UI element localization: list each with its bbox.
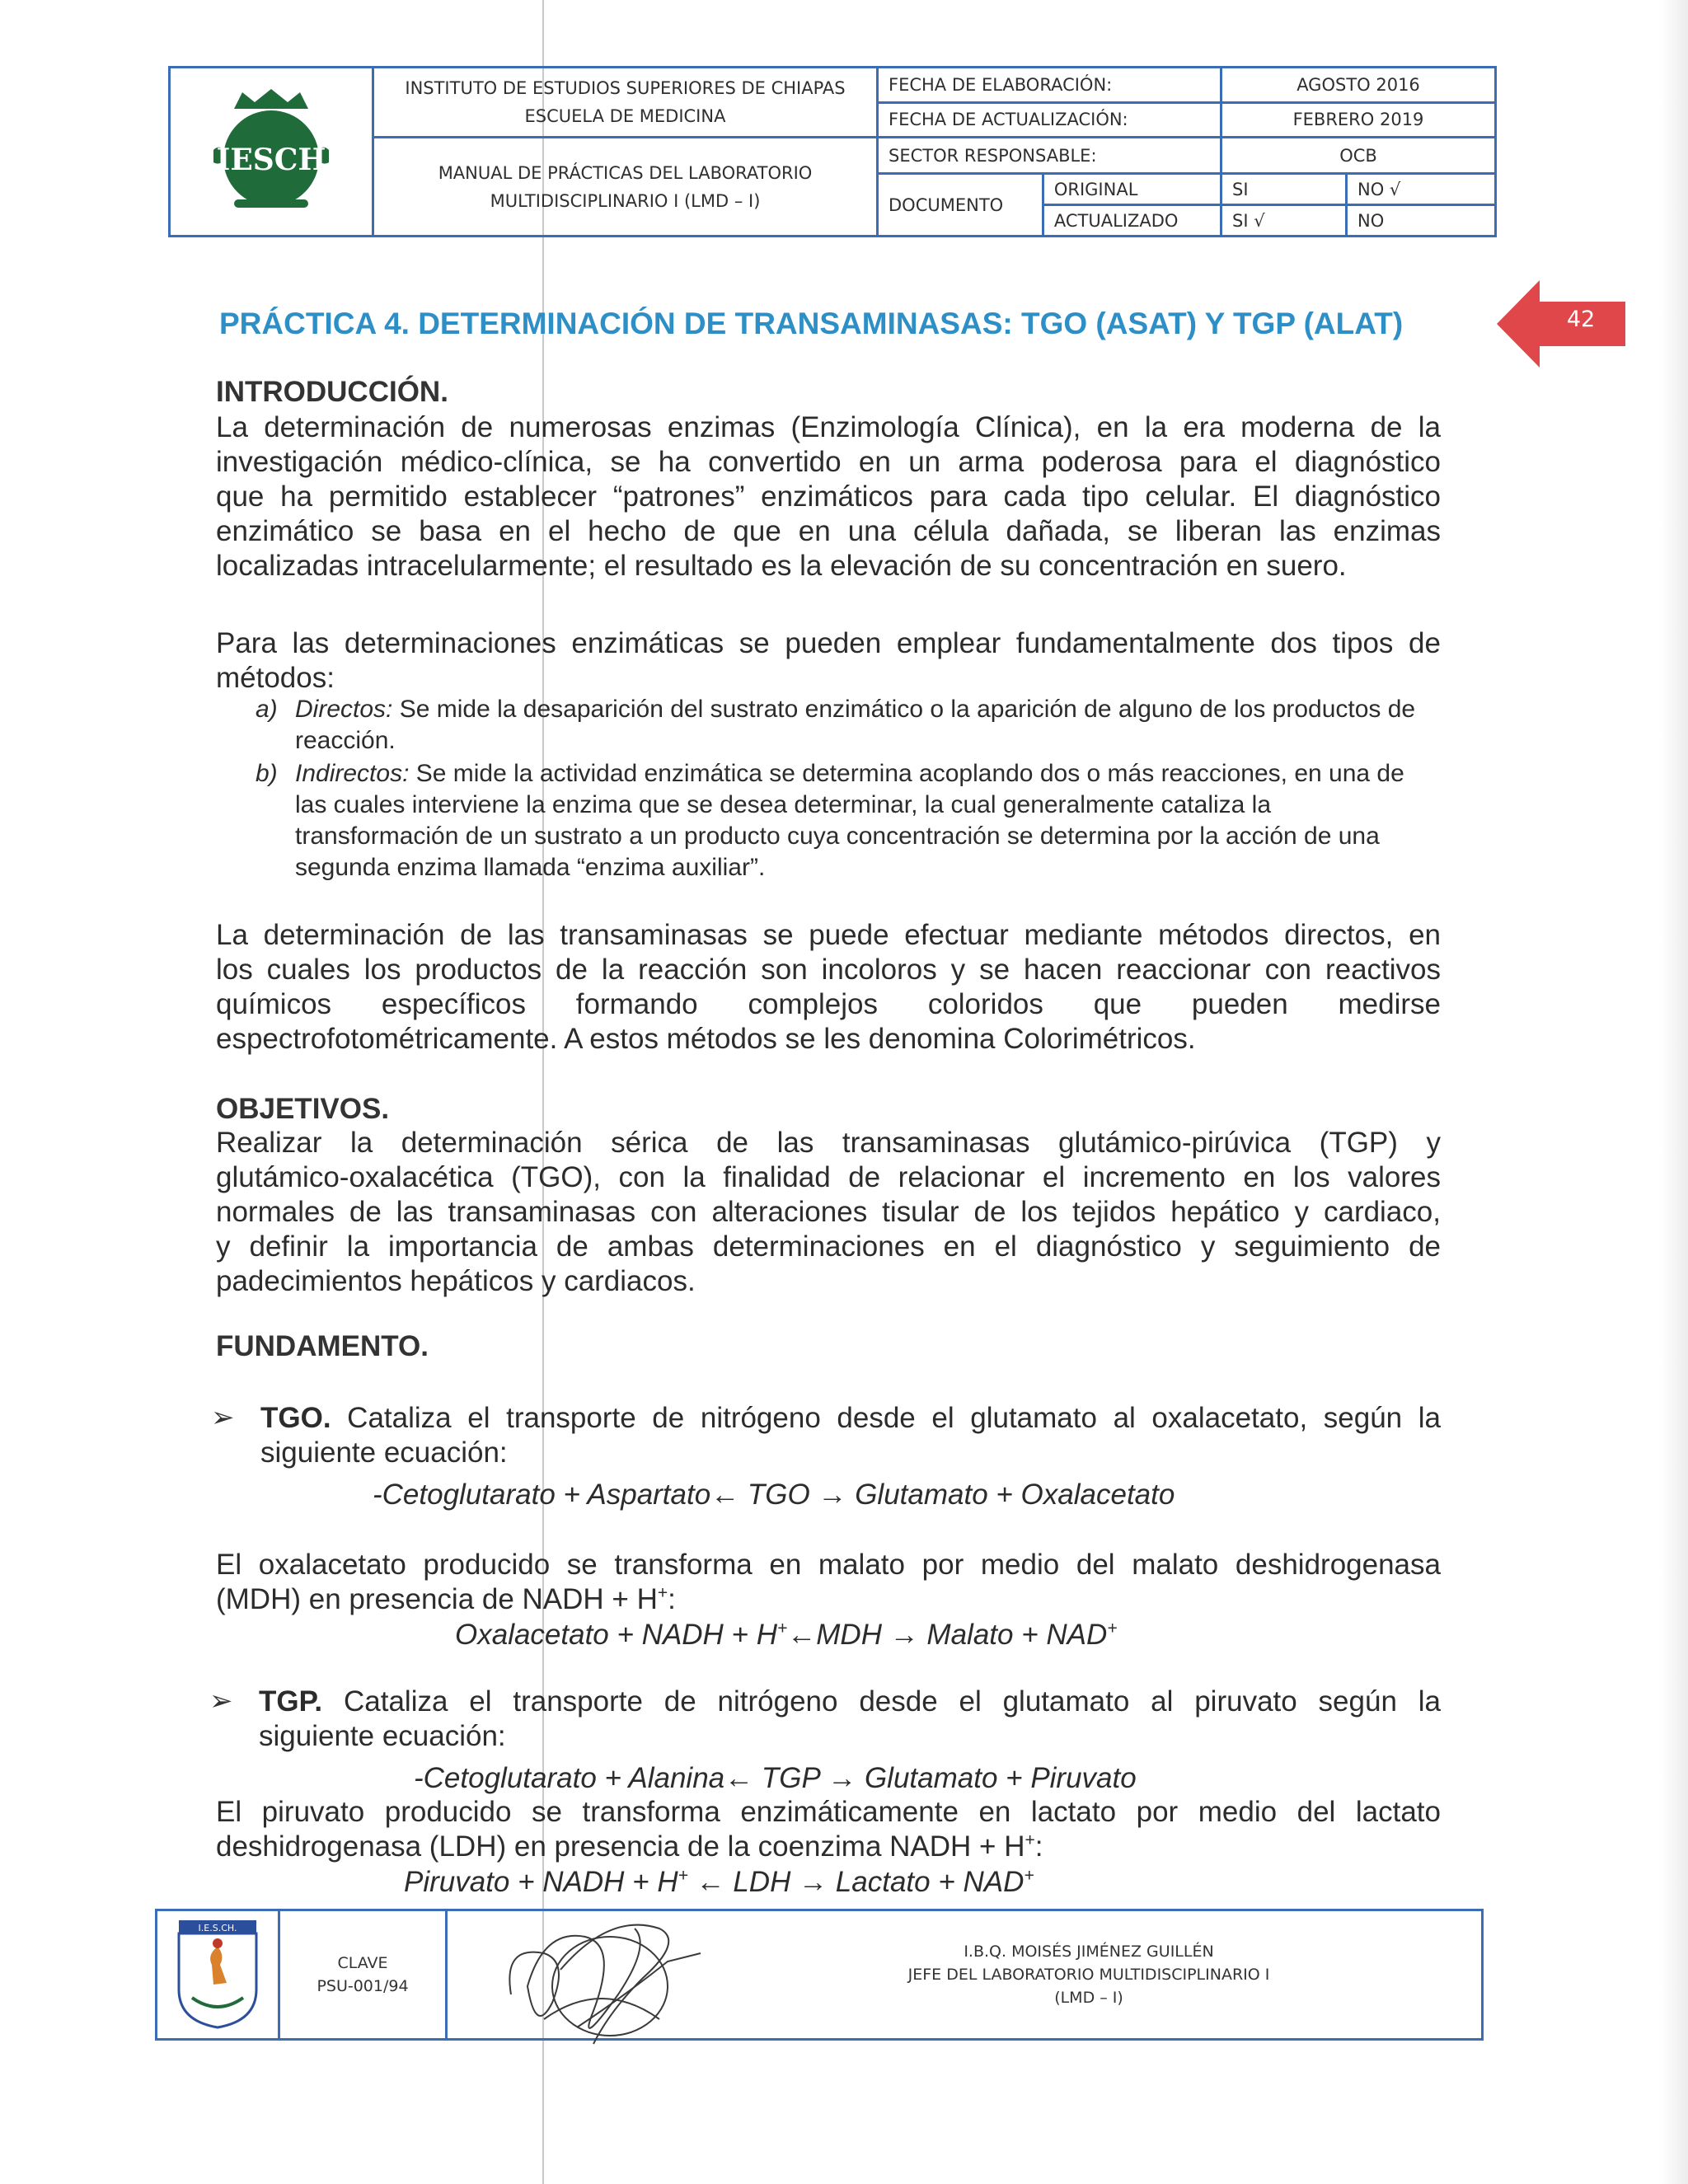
text-line: métodos: bbox=[216, 662, 335, 694]
superscript: + bbox=[657, 1583, 668, 1603]
objetivos-heading: OBJETIVOS. bbox=[216, 1093, 390, 1125]
tgo-label: TGO. bbox=[260, 1402, 331, 1434]
equation-tgo: -Cetoglutarato + Aspartato← TGO → Glutamato + Oxalacetato bbox=[373, 1479, 1175, 1511]
ldh-text: deshidrogenasa (LDH) en presencia de la coenzima NADH + H bbox=[216, 1830, 1025, 1863]
iesch-logo bbox=[170, 68, 373, 237]
original-no: NO √ bbox=[1346, 174, 1495, 205]
superscript: + bbox=[777, 1619, 788, 1638]
text-line: La determinación de numerosas enzimas (Enzimología Clínica), en la era moderna de la bbox=[216, 411, 1441, 443]
ldh-colon: : bbox=[1034, 1830, 1043, 1863]
superscript: + bbox=[1107, 1619, 1118, 1638]
text-line: Para las determinaciones enzimáticas se pueden emplear fundamentalmente dos tipos de bbox=[216, 627, 1441, 659]
text-line: padecimientos hepáticos y cardiacos. bbox=[216, 1265, 696, 1297]
text-line: siguiente ecuación: bbox=[259, 1720, 506, 1752]
elab-value: AGOSTO 2016 bbox=[1221, 68, 1496, 103]
intro-paragraph-3 bbox=[216, 918, 1441, 1057]
svg-text:IESCH: IESCH bbox=[216, 142, 326, 177]
equation-ldh bbox=[404, 1866, 1034, 1899]
manual-line-2: MULTIDISCIPLINARIO I (LMD – I) bbox=[490, 190, 761, 211]
list-item bbox=[256, 758, 1441, 883]
institution-cell bbox=[373, 68, 878, 138]
iesch-logo-icon bbox=[209, 84, 333, 216]
handwritten-signature bbox=[495, 1896, 709, 2060]
text-line: El oxalacetato producido se transforma en malato por medio del malato deshidrogenasa bbox=[216, 1549, 1441, 1581]
superscript: + bbox=[1024, 1866, 1034, 1886]
actualizado-no: NO bbox=[1346, 205, 1495, 237]
documento-label: DOCUMENTO bbox=[878, 174, 1043, 237]
eq-part: ←MDH → Malato + NAD bbox=[787, 1619, 1108, 1651]
school-name: ESCUELA DE MEDICINA bbox=[524, 106, 726, 126]
methods-list bbox=[256, 694, 1441, 885]
text-line: siguiente ecuación: bbox=[260, 1436, 508, 1469]
superscript: + bbox=[1025, 1830, 1035, 1850]
objetivos-paragraph bbox=[216, 1126, 1441, 1299]
intro-heading: INTRODUCCIÓN. bbox=[216, 376, 448, 408]
text-line bbox=[216, 1830, 1441, 1864]
clave-label: CLAVE bbox=[337, 1954, 388, 1972]
sector-label: SECTOR RESPONSABLE: bbox=[878, 138, 1221, 174]
actualizado-label: ACTUALIZADO bbox=[1043, 205, 1221, 237]
footer-seal bbox=[157, 1910, 279, 2040]
practice-title: PRÁCTICA 4. DETERMINACIÓN DE TRANSAMINASAS: TGO (ASAT) Y TGP (ALAT) bbox=[219, 307, 1404, 340]
clave-value: PSU-001/94 bbox=[316, 1977, 409, 1995]
text-line: normales de las transaminasas con alteraciones tisular de los tejidos hepático y cardiaco, bbox=[216, 1196, 1441, 1228]
tgp-label: TGP. bbox=[259, 1685, 323, 1718]
text-line bbox=[216, 1582, 1441, 1617]
manual-line-1: MANUAL DE PRÁCTICAS DEL LABORATORIO bbox=[438, 162, 813, 183]
eq-part: Piruvato + NADH + H bbox=[404, 1866, 678, 1898]
mdh-paragraph bbox=[216, 1548, 1441, 1617]
act-value: FEBRERO 2019 bbox=[1221, 102, 1496, 138]
actualizado-si: SI √ bbox=[1221, 205, 1347, 237]
tgp-paragraph bbox=[259, 1685, 1441, 1754]
list-item bbox=[256, 694, 1441, 757]
text-line: investigación médico-clínica, se ha convertido en un arma poderosa para el diagnóstico bbox=[216, 446, 1441, 478]
list-keyword: Directos: bbox=[295, 696, 393, 723]
text-line: espectrofotométricamente. A estos métodos se les denomina Colorimétricos. bbox=[216, 1023, 1196, 1055]
text-line: Realizar la determinación sérica de las transaminasas glutámico-pirúvica (TGP) y bbox=[216, 1127, 1441, 1159]
scan-edge-shadow bbox=[1660, 0, 1688, 2184]
seal-icon bbox=[172, 1915, 263, 2031]
svg-text:I.E.S.CH.: I.E.S.CH. bbox=[198, 1922, 237, 1933]
original-si: SI bbox=[1221, 174, 1347, 205]
list-keyword: Indirectos: bbox=[295, 760, 410, 787]
text-line: El piruvato producido se transforma enzimáticamente en lactato por medio del lactato bbox=[216, 1796, 1441, 1828]
header-table bbox=[168, 66, 1497, 237]
text-line bbox=[260, 1401, 1441, 1436]
arrow-bullet-icon: ➢ bbox=[209, 1685, 233, 1717]
intro-paragraph-1 bbox=[216, 410, 1441, 583]
text-line: La determinación de las transaminasas se puede efectuar mediante métodos directos, en bbox=[216, 919, 1441, 951]
mdh-text: (MDH) en presencia de NADH + H bbox=[216, 1583, 658, 1615]
list-marker: b) bbox=[256, 760, 278, 787]
act-label: FECHA DE ACTUALIZACIÓN: bbox=[878, 102, 1221, 138]
tgp-text: Cataliza el transporte de nitrógeno desde el glutamato al piruvato según la bbox=[322, 1685, 1441, 1718]
responsible-unit: (LMD – I) bbox=[1054, 1989, 1123, 2007]
text-line: y definir la importancia de ambas determinaciones en el diagnóstico y seguimiento de bbox=[216, 1230, 1441, 1263]
footer-responsible bbox=[696, 1910, 1483, 2040]
equation-tgp: -Cetoglutarato + Alanina← TGP → Glutamato + Piruvato bbox=[414, 1762, 1137, 1794]
list-text: Se mide la actividad enzimática se determina acoplando dos o más reacciones, en una de las cuales interviene la enzima que se desea determinar, la cual generalmente cataliza la transformación de un sustrato a un producto cuya concentración se determina por la acción de una segunda enzima llamada “enzima auxiliar”. bbox=[295, 760, 1404, 881]
manual-cell bbox=[373, 138, 878, 237]
footer-clave bbox=[279, 1910, 447, 2040]
mdh-colon: : bbox=[668, 1583, 676, 1615]
text-line: localizadas intracelularmente; el resultado es la elevación de su concentración en suero. bbox=[216, 550, 1347, 582]
text-line: químicos específicos formando complejos coloridos que pueden medirse bbox=[216, 988, 1441, 1020]
list-marker: a) bbox=[256, 696, 278, 723]
arrow-bullet-icon: ➢ bbox=[211, 1402, 235, 1433]
ldh-paragraph bbox=[216, 1795, 1441, 1864]
sector-value: OCB bbox=[1221, 138, 1496, 174]
text-line bbox=[259, 1685, 1441, 1719]
list-text: Se mide la desaparición del sustrato enzimático o la aparición de alguno de los productos de reacción. bbox=[295, 696, 1416, 754]
eq-part: ← LDH → Lactato + NAD bbox=[687, 1866, 1025, 1898]
responsible-role: JEFE DEL LABORATORIO MULTIDISCIPLINARIO I bbox=[907, 1966, 1270, 1984]
footer-table bbox=[155, 1909, 1484, 2041]
original-label: ORIGINAL bbox=[1043, 174, 1221, 205]
fundamento-heading: FUNDAMENTO. bbox=[216, 1330, 429, 1362]
tgo-text: Cataliza el transporte de nitrógeno desde el glutamato al oxalacetato, según la bbox=[331, 1402, 1441, 1434]
intro-paragraph-2 bbox=[216, 626, 1441, 696]
superscript: + bbox=[678, 1866, 688, 1886]
text-line: glutámico-oxalacética (TGO), con la finalidad de relacionar el incremento en los valores bbox=[216, 1161, 1441, 1193]
text-line: enzimático se basa en el hecho de que en una célula dañada, se liberan las enzimas bbox=[216, 515, 1441, 547]
page-number: 42 bbox=[1566, 307, 1596, 332]
equation-mdh bbox=[455, 1619, 1118, 1652]
institution-name: INSTITUTO DE ESTUDIOS SUPERIORES DE CHIAPAS bbox=[405, 78, 846, 98]
elab-label: FECHA DE ELABORACIÓN: bbox=[878, 68, 1221, 103]
tgo-paragraph bbox=[260, 1401, 1441, 1470]
text-line: los cuales los productos de la reacción son incoloros y se hacen reaccionar con reactivos bbox=[216, 954, 1441, 986]
text-line: que ha permitido establecer “patrones” enzimáticos para cada tipo celular. El diagnóstico bbox=[216, 480, 1441, 513]
eq-part: Oxalacetato + NADH + H bbox=[455, 1619, 777, 1651]
responsible-name: I.B.Q. MOISÉS JIMÉNEZ GUILLÉN bbox=[964, 1943, 1214, 1961]
